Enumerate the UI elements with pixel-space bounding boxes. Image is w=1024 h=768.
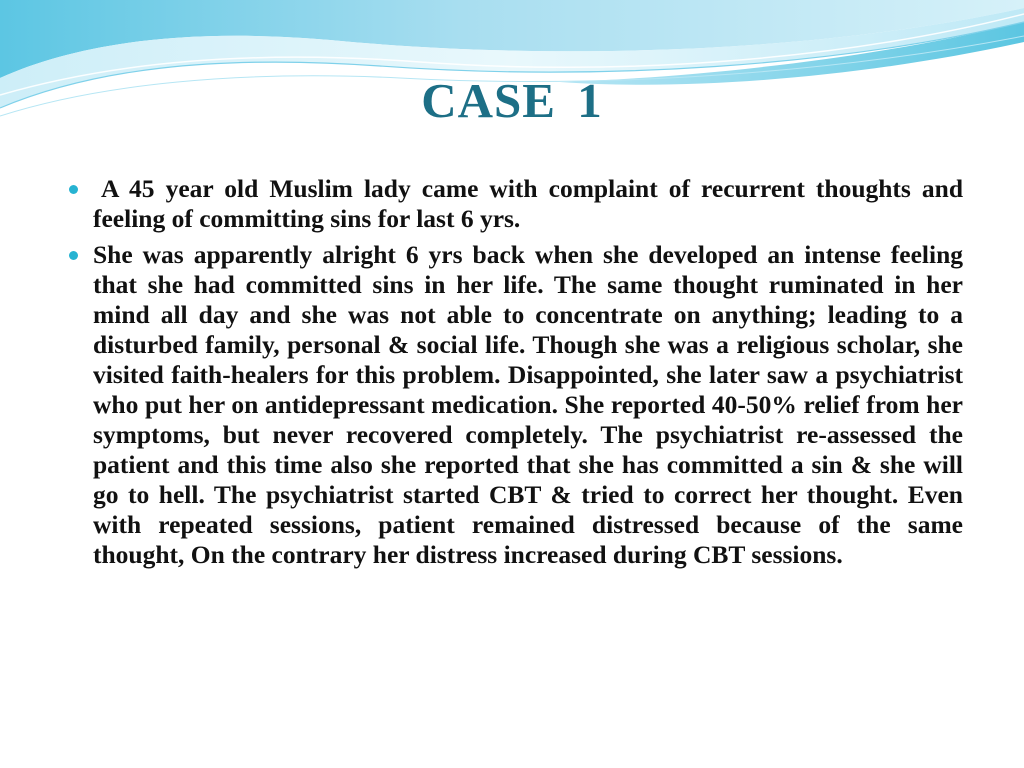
bullet-text: She was apparently alright 6 yrs back when she developed an intense feeling that she had committed sins in her life. The same thought ruminated in her mind all day and she was not able to concentrate on anything; leading to a disturbed family, personal & social life. Though she was a religious scholar, she visited faith-healers for this problem. Disappointed, she later saw a psychiatrist who put her on antidepressant medication. She reported 40-50% relief from her symptoms, but never recovered completely. The psychiatrist re-assessed the patient and this time also she reported that she has committed a sin & she will go to hell. The psychiatrist started CBT & tried to correct her thought. Even with repeated sessions, patient remained distressed because of the same thought, On the contrary her distress increased during CBT sessions. (93, 240, 963, 569)
bullet-list (93, 174, 963, 576)
bullet-dot-icon (69, 185, 78, 194)
bullet-dot-icon (69, 251, 78, 260)
slide-title: CASE 1 (421, 73, 603, 128)
bullet-text: A 45 year old Muslim lady came with complaint of recurrent thoughts and feeling of committing sins for last 6 yrs. (93, 174, 963, 233)
bullet-item (93, 240, 963, 570)
bullet-item (93, 174, 963, 234)
